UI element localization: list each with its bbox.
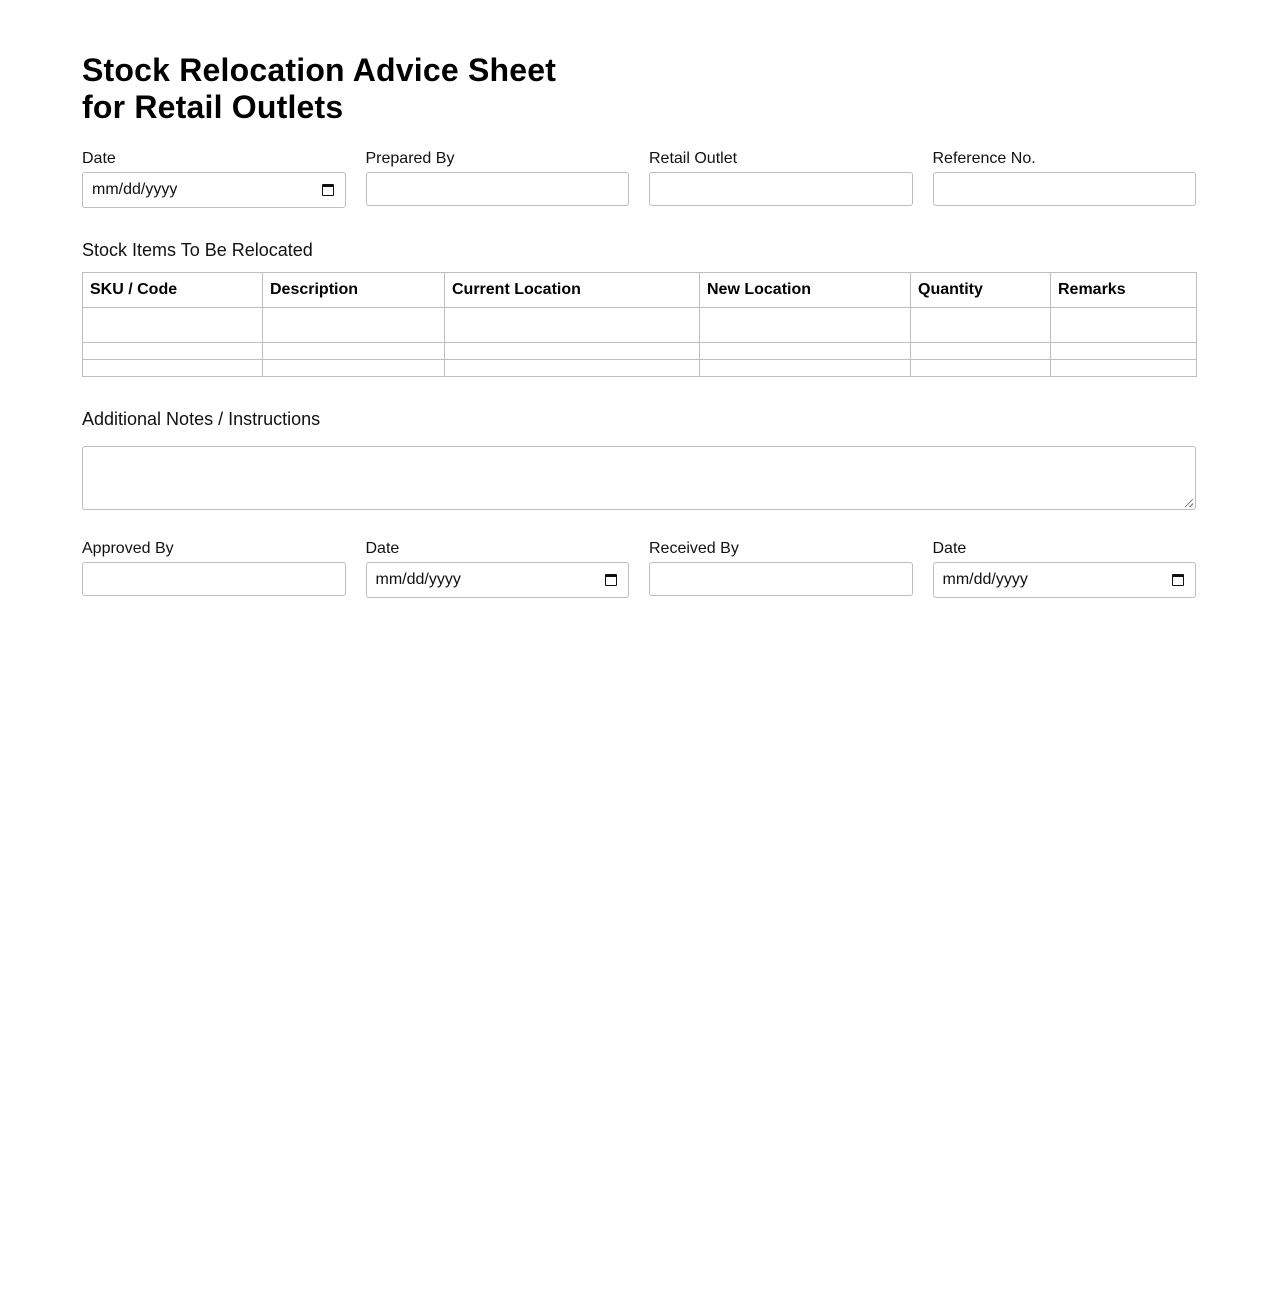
cell-remarks[interactable] xyxy=(1051,308,1197,343)
approved-by-input[interactable] xyxy=(82,562,346,596)
reference-no-field-group xyxy=(933,150,1197,208)
calendar-icon[interactable] xyxy=(322,184,334,196)
retail-outlet-label: Retail Outlet xyxy=(649,150,738,167)
approval-date-placeholder: mm/dd/yyyy xyxy=(375,571,461,588)
prepared-by-field-group xyxy=(366,150,630,208)
items-section-label: Stock Items To Be Relocated xyxy=(82,240,313,260)
resize-handle-icon[interactable] xyxy=(1185,499,1193,507)
cell-new-location[interactable] xyxy=(700,308,911,343)
date-label: Date xyxy=(82,150,116,167)
notes-textarea[interactable] xyxy=(82,446,1196,510)
table-row xyxy=(83,308,1197,343)
cell-quantity[interactable] xyxy=(911,308,1051,343)
footer-fields xyxy=(82,540,1196,598)
header-fields xyxy=(82,150,1196,208)
cell-sku[interactable] xyxy=(83,360,263,377)
column-header-sku: SKU / Code xyxy=(83,273,263,308)
date-input[interactable] xyxy=(82,172,346,208)
reference-no-label: Reference No. xyxy=(932,150,1036,167)
page-title: Stock Relocation Advice Sheet for Retail Outlets xyxy=(82,52,557,125)
cell-quantity[interactable] xyxy=(911,343,1051,360)
stock-items-table xyxy=(82,272,1197,377)
column-header-quantity: Quantity xyxy=(911,273,1051,308)
column-header-description: Description xyxy=(263,273,445,308)
approved-by-field-group xyxy=(82,540,346,598)
cell-new-location[interactable] xyxy=(700,343,911,360)
prepared-by-input[interactable] xyxy=(366,172,630,206)
date-placeholder: mm/dd/yyyy xyxy=(92,181,178,198)
received-date-placeholder: mm/dd/yyyy xyxy=(942,571,1028,588)
table-row xyxy=(83,360,1197,377)
column-header-remarks: Remarks xyxy=(1051,273,1197,308)
cell-description[interactable] xyxy=(263,343,445,360)
cell-remarks[interactable] xyxy=(1051,343,1197,360)
retail-outlet-input[interactable] xyxy=(649,172,913,206)
received-by-input[interactable] xyxy=(649,562,913,596)
received-date-field-group xyxy=(933,540,1197,598)
approved-by-label: Approved By xyxy=(82,540,174,557)
calendar-icon[interactable] xyxy=(605,574,617,586)
prepared-by-label: Prepared By xyxy=(365,150,455,167)
received-date-input[interactable] xyxy=(933,562,1197,598)
approval-date-input[interactable] xyxy=(366,562,630,598)
cell-current-location[interactable] xyxy=(445,360,700,377)
column-header-new-location: New Location xyxy=(700,273,911,308)
received-date-label: Date xyxy=(932,540,967,557)
approval-date-field-group xyxy=(366,540,630,598)
calendar-icon[interactable] xyxy=(1172,574,1184,586)
cell-current-location[interactable] xyxy=(445,308,700,343)
notes-section-label: Additional Notes / Instructions xyxy=(82,409,321,429)
cell-sku[interactable] xyxy=(83,343,263,360)
retail-outlet-field-group xyxy=(649,150,913,208)
relocation-form xyxy=(82,52,1196,598)
cell-new-location[interactable] xyxy=(700,360,911,377)
cell-current-location[interactable] xyxy=(445,343,700,360)
received-by-field-group xyxy=(649,540,913,598)
cell-description[interactable] xyxy=(263,308,445,343)
column-header-current-location: Current Location xyxy=(445,273,700,308)
reference-no-input[interactable] xyxy=(933,172,1197,206)
cell-sku[interactable] xyxy=(83,308,263,343)
table-header-row xyxy=(83,273,1197,308)
approval-date-label: Date xyxy=(365,540,400,557)
received-by-label: Received By xyxy=(649,540,739,557)
cell-description[interactable] xyxy=(263,360,445,377)
cell-quantity[interactable] xyxy=(911,360,1051,377)
table-row xyxy=(83,343,1197,360)
cell-remarks[interactable] xyxy=(1051,360,1197,377)
date-field-group xyxy=(82,150,346,208)
